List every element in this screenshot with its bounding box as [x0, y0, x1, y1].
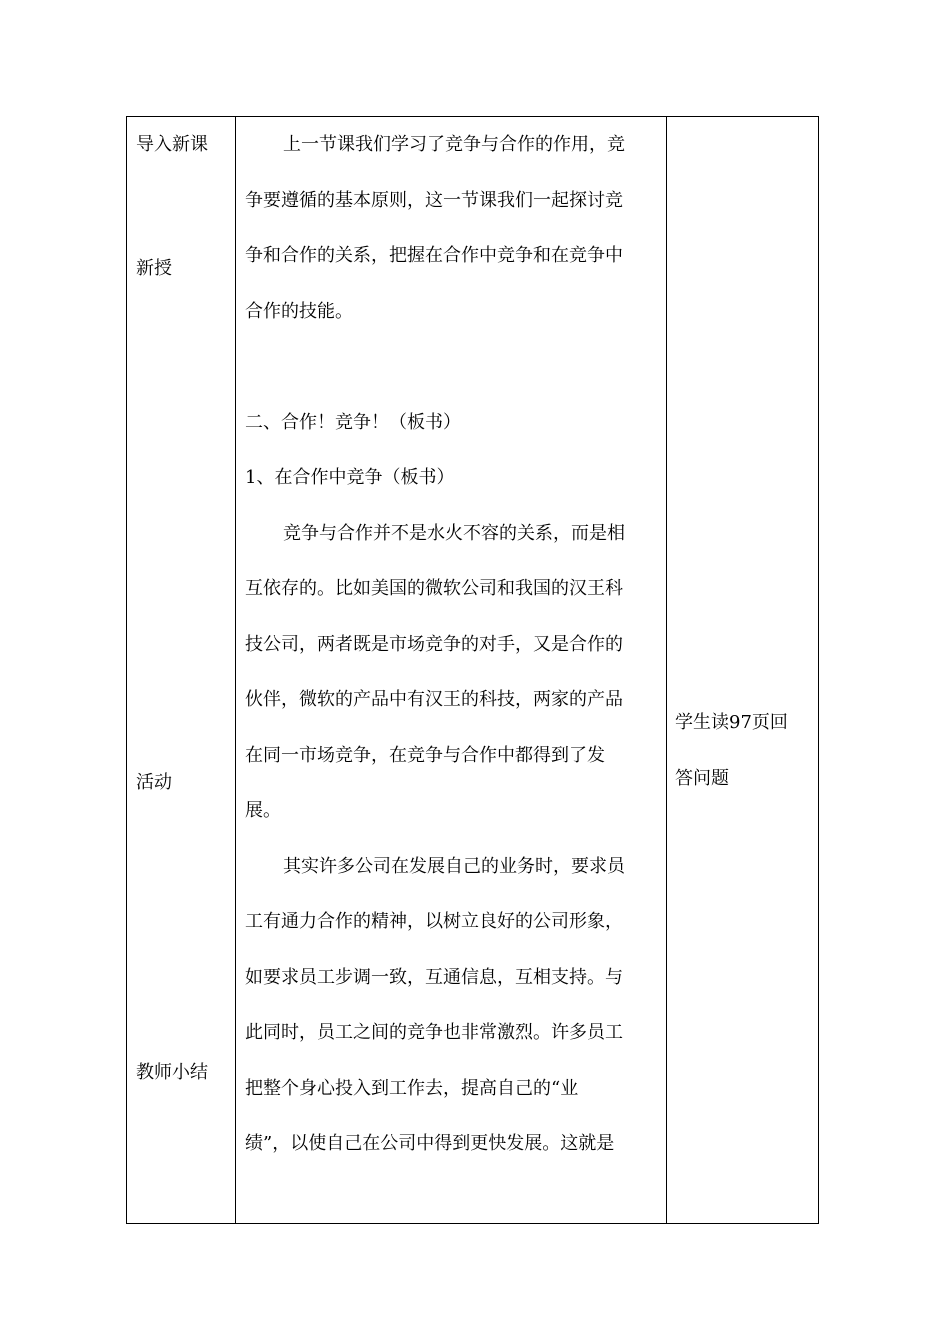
label-teacher-summary: 教师小结: [136, 1062, 208, 1083]
section-heading: 二、合作！竞争！（板书）: [245, 411, 461, 433]
paragraph-line: 如要求员工步调一致，互通信息，互相支持。与: [245, 966, 623, 988]
paragraph-line: 把整个身心投入到工作去，提高自己的“业: [245, 1077, 579, 1099]
paragraph-line: 互依存的。比如美国的微软公司和我国的汉王科: [245, 578, 623, 599]
subsection-heading: 1、在合作中竞争（板书）: [245, 467, 455, 488]
intro-line: 争和合作的关系，把握在合作中竞争和在竞争中: [245, 245, 623, 266]
column-divider-right: [666, 117, 667, 1223]
intro-line: 合作的技能。: [245, 300, 353, 322]
paragraph-line: 其实许多公司在发展自己的业务时，要求员: [283, 855, 625, 877]
lesson-content: [245, 117, 653, 1172]
paragraph-line: 竞争与合作并不是水火不容的关系，而是相: [283, 522, 625, 544]
paragraph-line: 此同时，员工之间的竞争也非常激烈。许多员工: [245, 1022, 623, 1043]
label-activity: 活动: [136, 772, 172, 793]
paragraph-line: 展。: [245, 800, 281, 821]
label-intro: 导入新课: [136, 134, 208, 155]
student-note-line: 学生读97页回: [675, 712, 788, 733]
paragraph-line: 绩”，以使自己在公司中得到更快发展。这就是: [245, 1133, 615, 1154]
paragraph-line: 伙伴，微软的产品中有汉王的科技，两家的产品: [245, 689, 623, 710]
lesson-plan-table: [126, 116, 819, 1224]
intro-line: 上一节课我们学习了竞争与合作的作用，竞: [283, 134, 625, 155]
student-activity-note: [675, 695, 810, 806]
paragraph-line: 技公司，两者既是市场竞争的对手，又是合作的: [245, 633, 623, 655]
student-note-line: 答问题: [675, 767, 729, 789]
label-new-lesson: 新授: [136, 258, 172, 279]
intro-line: 争要遵循的基本原则，这一节课我们一起探讨竞: [245, 189, 623, 211]
paragraph-line: 工有通力合作的精神，以树立良好的公司形象，: [245, 911, 623, 932]
blank-line: [245, 339, 653, 395]
column-divider-left: [235, 117, 236, 1223]
paragraph-line: 在同一市场竞争，在竞争与合作中都得到了发: [245, 744, 605, 766]
